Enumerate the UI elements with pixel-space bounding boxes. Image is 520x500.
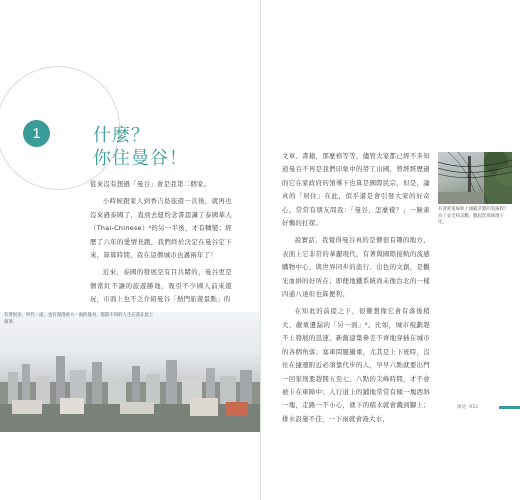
bangkok-skyline-photo — [0, 312, 260, 432]
paragraph: 小時候跟家人到香吉島旅遊一次後，就再也沒來過泰國了，直到去紐約念書認識了泰國華人（Thai-Chinese）⁴的另一半後，才有轉變；經歷了六年的愛情長跑，我們終於決定在曼谷定下來，算算時間，我在這個城市也邁兩年了！ — [90, 197, 232, 260]
section-label: 廣迎 — [457, 405, 467, 410]
paragraph: 從來沒有想過「曼谷」會是我第二個家。 — [90, 180, 211, 188]
right-photo-caption: 有著密電線和上頭亂草雜的電線桿？為了安全和美觀，數起您那條地下化。 — [438, 207, 509, 225]
paragraph: 說實話，我覺得曼谷真的是個很有趣的地方，表面上它非常的華麗現代，有著與國際接軌的流感購物中心，與世界同步的流行、出色的文創，是觀光血拼的好所在；即便地鐵系統尚未像台北的一樣四通八達但也算便利。 — [282, 236, 430, 299]
paragraph: 近來，泰國的發展是有目共睹的，曼谷更是個當紅不讓的旅遊勝地，吸引不少國人前來遊玩，市面上也不乏介紹曼谷「熱門旅遊景點」的 — [90, 268, 232, 304]
chapter-title — [93, 124, 188, 170]
chapter-title-line2: 你住曼谷！ — [93, 148, 188, 169]
chapter-title-line1: 什麼？ — [93, 125, 150, 146]
page-footer — [457, 404, 478, 410]
skyline-illustration — [0, 342, 260, 432]
footer-accent-bar — [499, 406, 520, 409]
chapter-number-badge: 1 — [23, 120, 50, 147]
power-lines-photo — [438, 152, 512, 204]
paragraph: 文章、書籍，那麼格等等，儘管大家都已經不多知道曼谷不再是我們印象中的勞工出國，曾經經歷過的它在家政府的領導下也算是國際民宗，但是，論真的「居住」在此，似乎還是會引發大家的好奇心，常常有朋友問我：「曼谷，怎麼樣？」一臉雀好懶的打探。 — [282, 152, 430, 228]
paragraph: 在知此的前提之下，很難想像它會有落後稍大、嚴重遺漏的「另一面」⁶。比如，城市規劃趕不上發展的迅速，新舊建築參差不齊地穿插在城市的各個角落；塞車問題嚴重，尤其是上下班時，沒住在捷運附近必須靠代步的人，早早六點就要出門一回家則要趕開五至七、八點的尖峰時間，才不會被卡在車陣中；人行道上的鋪地常常有傾一塊西斜一塊，走路一不小心，就下的積水就會濺到腳上；排水設施不佳，一下雨就會淹大水， — [282, 307, 430, 423]
power-lines-illustration — [438, 152, 512, 204]
right-page — [260, 0, 520, 500]
page-number: 033 — [469, 404, 478, 410]
right-body-text — [282, 150, 430, 430]
left-photo-caption: 有著很多，所代一面，也有漫漫看大一面的曼谷，都將不同的人生在落在此上演著。 — [4, 313, 154, 325]
left-body-text — [90, 178, 232, 311]
